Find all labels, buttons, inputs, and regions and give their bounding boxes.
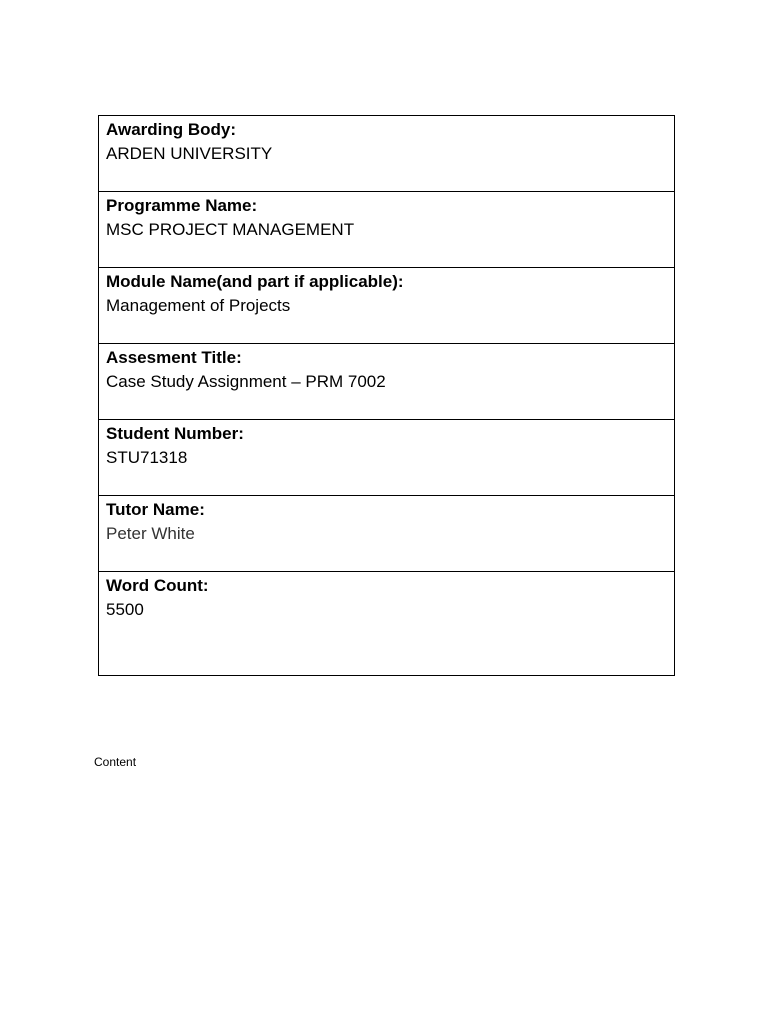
programme-name-label: Programme Name: [106,196,258,215]
module-name-row [99,268,674,344]
assessment-title-label: Assesment Title: [106,348,242,367]
word-count-row [99,572,674,675]
student-number-label: Student Number: [106,424,244,443]
assessment-title-row [99,344,674,420]
awarding-body-label: Awarding Body: [106,120,237,139]
word-count-value: 5500 [106,600,144,619]
tutor-name-row [99,496,674,572]
module-name-value: Management of Projects [106,296,291,315]
assessment-title-value: Case Study Assignment – PRM 7002 [106,372,386,391]
content-heading: Content [94,755,137,769]
tutor-name-label: Tutor Name: [106,500,205,519]
programme-name-row [99,192,674,268]
module-name-label: Module Name(and part if applicable): [106,272,404,291]
awarding-body-row [99,116,674,192]
word-count-label: Word Count: [106,576,209,595]
awarding-body-value: ARDEN UNIVERSITY [106,144,273,163]
cover-sheet-table [98,115,675,676]
student-number-row [99,420,674,496]
tutor-name-value: Peter White [106,524,195,543]
programme-name-value: MSC PROJECT MANAGEMENT [106,220,355,239]
student-number-value: STU71318 [106,448,188,467]
